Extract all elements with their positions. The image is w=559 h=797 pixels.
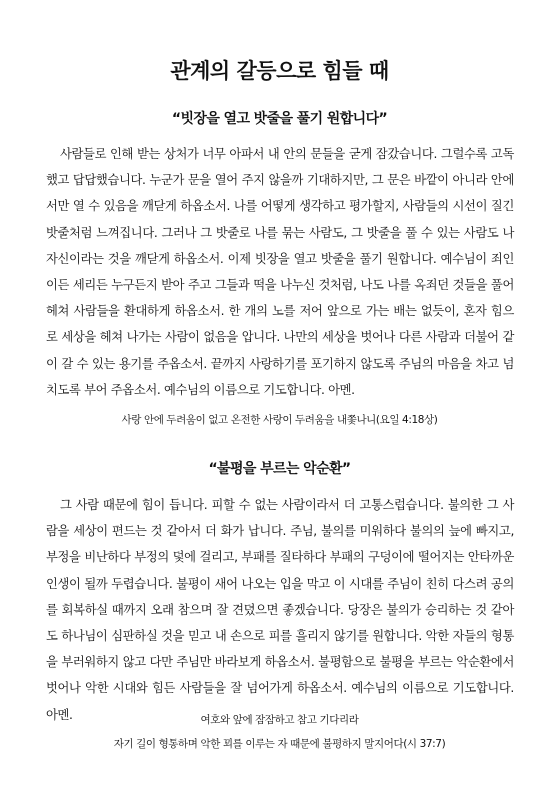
section-2-heading: “불평을 부르는 악순환” — [208, 461, 351, 477]
section-1-heading: “빗장을 열고 밧줄을 풀기 원합니다” — [171, 111, 388, 127]
section-1-verse: 사랑 안에 두려움이 없고 온전한 사랑이 두려움을 내쫓나니(요일 4:18상) — [121, 414, 438, 426]
section-1-prayer: 사람들로 인해 받는 상처가 너무 아파서 내 안의 문들을 굳게 잠갔습니다. 그럴수록 고독했고 답답했습니다. 누군가 문을 열어 주지 않을까 기대하지만, 그 문은 바깥이 아니라 안에서만 열 수 있음을 깨닫게 하옵소서. 나를 어떻게 생각하고 평가할지, 사람들의 시선이 질긴 밧줄처럼 느껴집니다. 그러나 그 밧줄로 나를 묶는 사람도, 그 밧줄을 풀 수 있는 사람도 나 자신이라는 것을 깨닫게 하옵소서. 이제 빗장을 열고 밧줄을 풀기 원합니다. 예수님이 죄인이든 세리든 누구든지 받아 주고 그들과 떡을 나누신 것처럼, 나도 나를 옥죄던 것들을 풀어 헤쳐 사람들을 환대하게 하옵소서. 한 개의 노를 저어 앞으로 가는 배는 없듯이, 혼자 힘으로 세상을 헤쳐 나가는 사람이 없음을 압니다. 나만의 세상을 벗어나 다른 사람과 더불어 같이 갈 수 있는 용기를 주옵소서. 끝까지 사랑하기를 포기하지 않도록 주님의 마음을 차고 넘치도록 부어 주옵소서. 예수님의 이름으로 기도합니다. 아멘. — [46, 147, 514, 397]
section-2-verse-line-1: 여호와 앞에 잠잠하고 참고 기다리라 — [200, 714, 359, 726]
page-title: 관계의 갈등으로 힘들 때 — [170, 59, 389, 83]
section-2-verse-line-2: 자기 길이 형통하며 악한 꾀를 이루는 자 때문에 불평하지 말지어다(시 37:7) — [113, 738, 446, 750]
section-2-prayer: 그 사람 때문에 힘이 듭니다. 피할 수 없는 사람이라서 더 고통스럽습니다. 불의한 그 사람을 세상이 편드는 것 같아서 더 화가 납니다. 주님, 불의를 미워하다 불의의 늪에 빠지고, 부정을 비난하다 부정의 덫에 걸리고, 부패를 질타하다 부패의 구덩이에 떨어지는 안타까운 인생이 될까 두렵습니다. 불평이 새어 나오는 입을 막고 이 시대를 주님이 친히 다스려 공의를 회복하실 때까지 오래 참으며 잘 견뎠으면 좋겠습니다. 당장은 불의가 승리하는 것 같아도 하나님이 심판하실 것을 믿고 내 손으로 피를 흘리지 않기를 원합니다. 악한 자들의 형통을 부러워하지 않고 다만 주님만 바라보게 하옵소서. 불평함으로 불평을 부르는 악순환에서 벗어나 악한 시대와 힘든 사람들을 잘 넘어가게 하옵소서. 예수님의 이름으로 기도합니다. 아멘. — [46, 498, 514, 722]
